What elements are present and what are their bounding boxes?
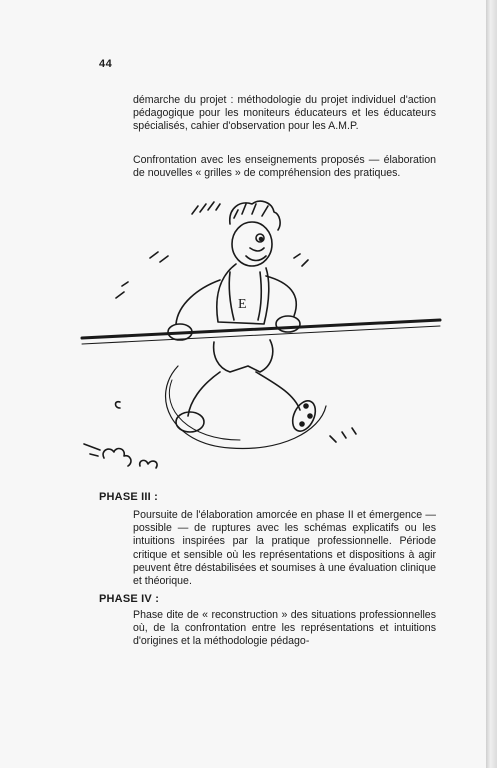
- paragraph-project-approach: démarche du projet : méthodologie du projet individuel d'action pédagogique pour les moniteurs éducateurs et les éducateurs spécialisés, cahier d'observation pour les A.M.P.: [133, 94, 436, 133]
- paragraph-phase-3: Poursuite de l'élaboration amorcée en phase II et émergence — possible — de ruptures avec les schémas explicatifs ou les intuitions inspirées par la pratique professionnelle. Période critique et sensible où les représentations et dispositions à agir peuvent être déstabilisées et soumises à une évaluation clinique et théorique.: [133, 509, 436, 588]
- runner-illustration: [80, 196, 445, 488]
- page-edge-shadow: [486, 0, 497, 768]
- shorts-shape: [214, 340, 273, 372]
- paragraph-phase-4: Phase dite de « reconstruction » des situations professionnelles où, de la confrontation entre les représentations et intuitions d'origines et la méthodologie pédago-: [133, 609, 436, 648]
- page-number: 44: [99, 58, 113, 70]
- svg-text:E: E: [238, 297, 247, 312]
- heading-phase-3: PHASE III :: [99, 491, 159, 503]
- paragraph-confrontation: Confrontation avec les enseignements proposés — élaboration de nouvelles « grilles » de compréhension des pratiques.: [133, 154, 436, 180]
- right-shoe: [288, 397, 320, 434]
- heading-phase-4: PHASE IV :: [99, 593, 160, 605]
